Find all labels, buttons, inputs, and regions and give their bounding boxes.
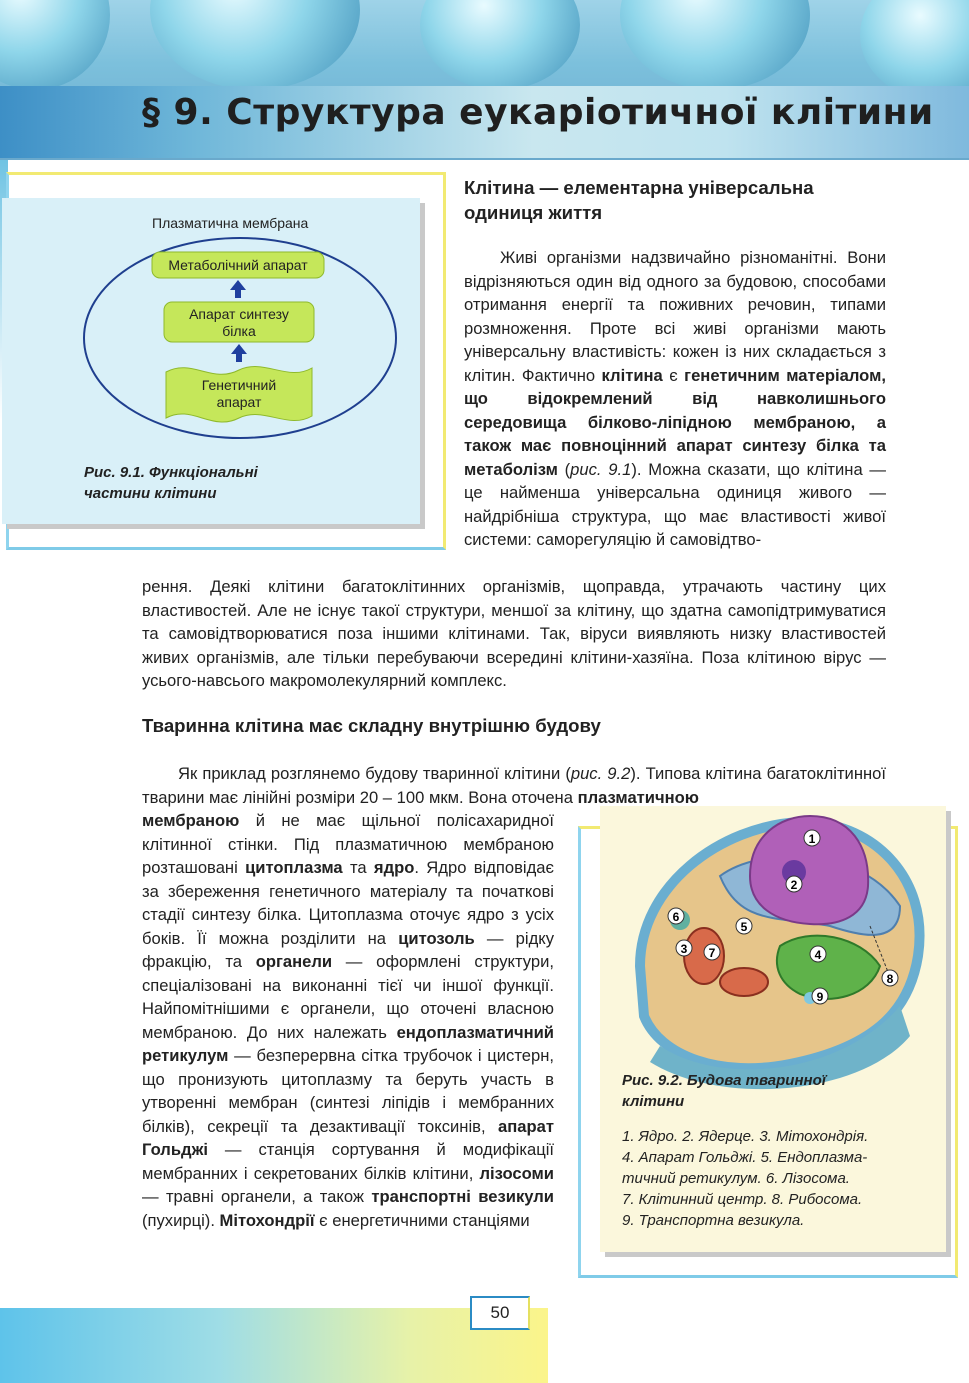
legend-line: 7. Клітинний центр. 8. Рибосома. xyxy=(622,1191,863,1208)
text-run: — рідку фракцію, та xyxy=(142,928,555,971)
metabolic-label: Метаболічний апарат xyxy=(168,257,308,273)
text-run: є енергетичними станціями xyxy=(314,1210,530,1230)
section-2-paragraph-column xyxy=(142,809,554,1232)
figure-2-legend xyxy=(622,1126,922,1231)
text-run: — оформлені структури, спеціалізовані на виконанні тієї чи іншої функції. Найпомітнішими є органели, що оточені власною мембраною. До них належать xyxy=(142,952,555,1042)
text-run: ( xyxy=(557,459,571,479)
page-title: § 9. Структура еукаріотичної клітини xyxy=(142,92,934,133)
bold-term: ядро xyxy=(373,858,415,877)
text-run: та xyxy=(342,858,374,877)
bold-term: органели xyxy=(255,952,333,971)
marker-8 xyxy=(882,970,898,986)
footer-band xyxy=(0,1308,548,1383)
arrow-up-icon xyxy=(231,344,247,362)
svg-text:7: 7 xyxy=(708,946,716,960)
bold-term: цитоплазма xyxy=(245,858,343,877)
svg-text:1: 1 xyxy=(808,832,816,846)
figure-1-caption-line: Рис. 9.1. Функціональні xyxy=(84,464,258,481)
text-run: — станція сортування й модифікації мембранних і секретованих білків клітини, xyxy=(142,1140,554,1183)
section-2-heading: Тваринна клітина має складну внутрішню будову xyxy=(142,715,601,736)
text-run: Як приклад розглянемо будову тваринної клітини ( xyxy=(178,764,571,783)
bold-term: клітина xyxy=(601,365,663,385)
marker-9 xyxy=(812,988,828,1004)
legend-line: 4. Апарат Гольджі. 5. Ендоплазма- xyxy=(622,1149,868,1166)
text-run: (пухирці). xyxy=(142,1210,220,1230)
banner-cell-image xyxy=(420,0,580,90)
mitochondrion-shape xyxy=(720,968,768,996)
figure-1-caption xyxy=(84,462,384,504)
svg-text:9: 9 xyxy=(816,990,824,1004)
marker-6 xyxy=(668,908,684,924)
text-run: ). Можна сказати, що клітина — це найменша універсальна одиниця живого — найдрібніша структура, що має властивості живої системи: саморегуляцію й самовідтво- xyxy=(464,459,887,549)
genetic-label-line2: апарат xyxy=(216,394,262,410)
figure-2-caption-line: клітини xyxy=(622,1093,685,1110)
text-run: — безперервна сітка трубочок і цистерн, що пронизують цитоплазму та беруть участь в утворенні мембран (синтезі ліпідів і мембранних білків), секреції та дезактивації токсинів, xyxy=(142,1046,554,1136)
header-banner xyxy=(0,0,969,160)
text-run: ). Типова клітина багатоклітинної тварини має лінійні розміри 20 – 100 мкм. Вона оточена xyxy=(142,764,886,807)
genetic-label-line1: Генетичний xyxy=(201,377,277,393)
banner-cell-image xyxy=(150,0,360,90)
figure-reference: рис. 9.2 xyxy=(570,764,631,783)
marker-3 xyxy=(676,940,692,956)
marker-5 xyxy=(736,918,752,934)
section-1-paragraph-1 xyxy=(464,246,886,552)
banner-cell-image xyxy=(620,0,810,90)
marker-4 xyxy=(810,946,826,962)
text-run: є xyxy=(662,365,685,385)
legend-line: 1. Ядро. 2. Ядерце. 3. Мітохондрія. xyxy=(622,1128,869,1145)
bold-definition: генетичним матеріалом, що відокремлений від навколишнього середовища білково-ліпідною мембраною, а також має повноцінний апарат синтезу білка та метаболізм xyxy=(464,365,886,479)
bold-term: цитозоль xyxy=(398,928,475,948)
section-1-paragraph-2 xyxy=(142,575,886,693)
arrow-up-icon xyxy=(230,280,246,298)
figure-reference: рис. 9.1 xyxy=(570,459,632,479)
figure-1-caption-line: частини клітини xyxy=(84,485,217,502)
membrane-label: Плазматична мембрана xyxy=(152,215,309,231)
bold-term: лізосоми xyxy=(479,1163,554,1183)
title-band xyxy=(0,86,969,158)
synthesis-label-line2: білка xyxy=(222,323,256,339)
bold-term: мембраною xyxy=(142,811,240,830)
section-1-heading xyxy=(464,175,904,225)
banner-cell-image xyxy=(0,0,110,90)
svg-text:8: 8 xyxy=(886,972,894,986)
svg-text:6: 6 xyxy=(672,910,680,924)
text-run: . Ядро відповідає за збереження генетичного матеріалу та початкові стадії синтезу білка. Цитоплазма оточує ядро з усіх боків. Її можна розділити на xyxy=(142,858,554,948)
svg-text:2: 2 xyxy=(790,878,798,892)
legend-line: тичний ретикулум. 6. Лізосома. xyxy=(622,1170,850,1187)
text-run: й не має щільної полісахаридної клітинної стінки. Під плазматичною мембраною розташовані xyxy=(142,811,554,877)
bold-term: ендоплазматичний ретикулум xyxy=(142,1022,554,1065)
text-run: рення. Деякі клітини багатоклітинних організмів, щоправда, утрачають частину цих властивостей. Але не існує такої структури, меншої за клітину, що здатна самопідтримуватися та самовідтворюватися поза іншими клітинами. Так, віруси виявляють низку властивостей живих організмів, але тільки перебуваючи всередині клітини-хазяїна. Поза клітиною вірус — усього-навсього макромолекулярний комплекс. xyxy=(142,577,886,690)
bold-term: транспортні везикули xyxy=(371,1187,554,1206)
marker-1 xyxy=(804,830,820,846)
page-number: 50 xyxy=(470,1296,530,1330)
bold-term: апарат Гольджі xyxy=(142,1116,554,1159)
svg-text:4: 4 xyxy=(814,948,822,962)
section-1-heading-line: Клітина — елементарна універсальна xyxy=(464,177,814,198)
figure-2-caption xyxy=(622,1070,934,1112)
section-2-paragraph-full xyxy=(142,762,886,809)
section-1-heading-line: одиниця життя xyxy=(464,202,603,223)
synthesis-label-line1: Апарат синтезу xyxy=(189,306,289,322)
legend-line: 9. Транспортна везикула. xyxy=(622,1212,805,1229)
svg-text:5: 5 xyxy=(740,920,748,934)
bold-term: Мітохондрії xyxy=(219,1210,315,1230)
text-run: Живі організми надзвичайно різноманітні. Вони відрізняються один від одного за будовою, способами отримання енергії та поживних речовин, типами розмноження. Проте всі живі організми мають універсальну властивість: кожен із них складається з клітин. Фактично xyxy=(464,248,886,385)
bold-term: плазматичною xyxy=(577,787,699,807)
figure-2-caption-line: Рис. 9.2. Будова тваринної xyxy=(622,1072,826,1089)
marker-7 xyxy=(704,944,720,960)
marker-2 xyxy=(786,876,802,892)
svg-text:3: 3 xyxy=(680,942,688,956)
text-run: — травні органели, а також xyxy=(142,1187,372,1206)
banner-cell-image xyxy=(860,0,969,100)
